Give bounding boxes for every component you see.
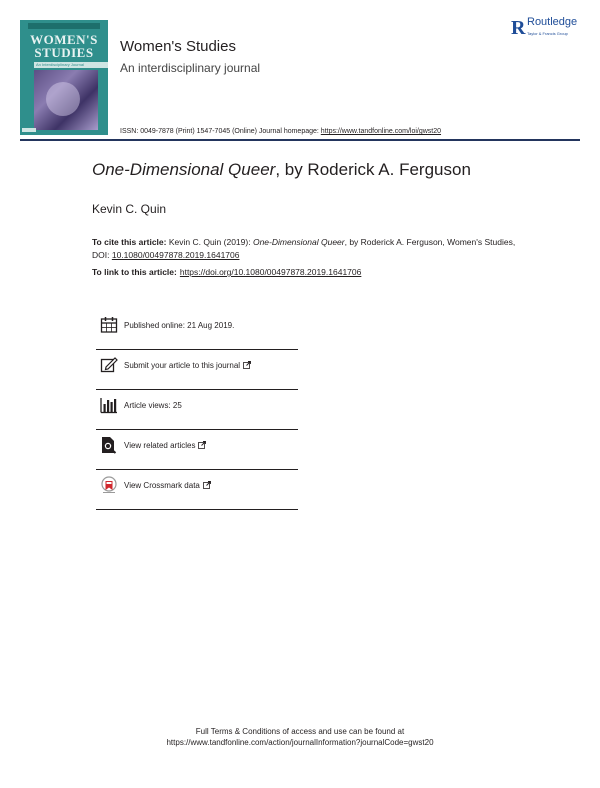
- crossmark-row[interactable]: [96, 470, 298, 510]
- crossmark-text: View Crossmark data: [124, 481, 200, 490]
- submit-article-text: Submit your article to this journal: [124, 361, 241, 370]
- journal-cover-image: [20, 20, 108, 135]
- crossmark-link[interactable]: [124, 481, 211, 490]
- article-title-italic: One-Dimensional Queer: [92, 160, 276, 179]
- external-link-icon: [243, 361, 251, 369]
- article-title-rest: , by Roderick A. Ferguson: [275, 160, 471, 179]
- document-search-icon: [100, 436, 118, 454]
- journal-information-link[interactable]: https://www.tandfonline.com/action/journalInformation?journalCode=gwst20: [166, 738, 434, 747]
- cover-band-text: An Interdisciplinary Journal: [36, 62, 85, 67]
- author-name: Kevin C. Quin: [92, 202, 167, 216]
- external-link-icon: [198, 441, 206, 449]
- issn-text: ISSN: 0049-7878 (Print) 1547-7045 (Online) Journal homepage:: [120, 128, 321, 135]
- terms-footer: [0, 726, 600, 748]
- edit-document-icon: [100, 356, 118, 374]
- cite-text-prefix: Kevin C. Quin (2019):: [166, 237, 253, 247]
- citation-block: [92, 236, 532, 262]
- article-doi-url-link[interactable]: https://doi.org/10.1080/00497878.2019.1641706: [179, 267, 362, 277]
- published-online-text: Published online: 21 Aug 2019.: [124, 321, 235, 330]
- article-views-row: [96, 390, 298, 430]
- article-info-list: [96, 310, 298, 510]
- doi-link[interactable]: 10.1080/00497878.2019.1641706: [111, 250, 240, 260]
- routledge-r-icon: R: [511, 17, 526, 39]
- cover-footer-logo: [22, 128, 36, 132]
- cover-photo: [34, 70, 98, 130]
- cover-top-band: [28, 23, 100, 29]
- terms-footer-line1: Full Terms & Conditions of access and use can be found at: [195, 727, 405, 736]
- cover-title-line2: STUDIES: [34, 45, 94, 60]
- cite-italic-title: One-Dimensional Queer: [252, 237, 345, 247]
- published-online-row: [96, 310, 298, 350]
- journal-homepage-link[interactable]: https://www.tandfonline.com/loi/gwst20: [320, 128, 442, 135]
- journal-title: Women's Studies: [120, 38, 236, 55]
- article-views-text: Article views: 25: [124, 401, 182, 410]
- link-block: [92, 266, 361, 279]
- link-label: To link to this article:: [92, 267, 177, 277]
- publisher-logo: [511, 16, 583, 42]
- cover-title-line1: WOMEN'S: [30, 32, 98, 47]
- crossmark-icon: [100, 476, 118, 494]
- article-title: [92, 160, 471, 180]
- cite-label: To cite this article:: [92, 237, 167, 247]
- cite-text-middle: , by Roderick A. Ferguson, Women's Studies, DOI:: [92, 237, 516, 260]
- external-link-icon: [203, 481, 211, 489]
- related-articles-text: View related articles: [124, 441, 196, 450]
- submit-article-link[interactable]: [124, 361, 251, 370]
- related-articles-row[interactable]: [96, 430, 298, 470]
- header-divider: [20, 139, 580, 141]
- journal-subtitle: An interdisciplinary journal: [120, 61, 261, 75]
- related-articles-link[interactable]: [124, 441, 206, 450]
- publisher-tagline: Taylor & Francis Group: [527, 31, 568, 36]
- bar-chart-icon: [100, 396, 118, 414]
- publisher-name: Routledge: [527, 16, 578, 28]
- issn-line: [120, 128, 441, 135]
- submit-article-row[interactable]: [96, 350, 298, 390]
- calendar-icon: [100, 316, 118, 334]
